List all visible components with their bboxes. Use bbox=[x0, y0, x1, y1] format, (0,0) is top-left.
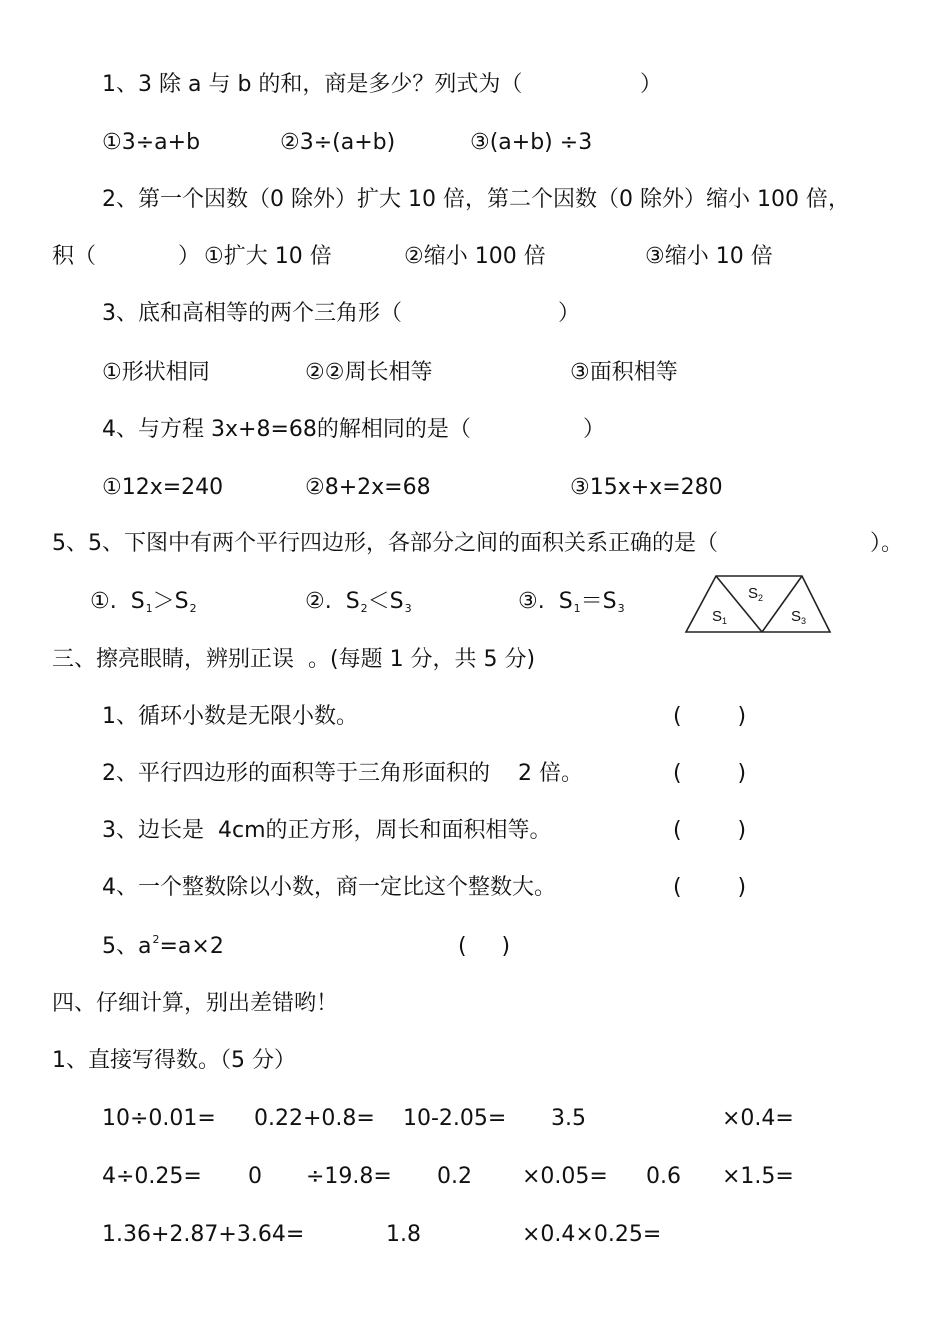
q2-stem: 2、第一个因数（0 除外）扩大 10 倍，第二个因数（0 除外）缩小 100 倍， bbox=[102, 187, 850, 212]
section4-sub1: 1、直接写得数。（5 分） bbox=[52, 1048, 296, 1073]
q5-option-1: ①. S1＞S2 bbox=[90, 589, 197, 615]
judge-paren-1[interactable]: ( ) bbox=[673, 704, 747, 729]
q5-option-2: ②. S2＜S3 bbox=[305, 589, 412, 615]
judge-item-4: 4、一个整数除以小数，商一定比这个整数大。 bbox=[102, 875, 556, 900]
q2-option-3: ③缩小 10 倍 bbox=[645, 244, 773, 269]
parallelogram-figure bbox=[684, 574, 834, 636]
q5-stem: 5、5、下图中有两个平行四边形，各部分之间的面积关系正确的是（ bbox=[52, 531, 718, 556]
label-s3: $S_3$ bbox=[791, 608, 807, 626]
q2-option-2: ②缩小 100 倍 bbox=[404, 244, 546, 269]
q1-option-3: ③(a+b) ÷3 bbox=[470, 130, 593, 155]
q4-option-2: ②8+2x=68 bbox=[305, 475, 431, 500]
q5-close: ）。 bbox=[870, 531, 904, 556]
q2-option-1: ①扩大 10 倍 bbox=[204, 244, 332, 269]
calc-r3-2: 1.8 bbox=[386, 1222, 421, 1247]
q3-option-3: ③面积相等 bbox=[570, 360, 678, 385]
calc-r2-1: 4÷0.25= bbox=[102, 1164, 202, 1189]
q1-option-1: ①3÷a+b bbox=[102, 130, 201, 155]
calc-r3-3: ×0.4×0.25= bbox=[522, 1222, 662, 1247]
judge-paren-2[interactable]: ( ) bbox=[673, 761, 747, 786]
calc-r3-1: 1.36+2.87+3.64= bbox=[102, 1222, 305, 1247]
q3-close: ） bbox=[558, 301, 581, 326]
q1-option-2: ②3÷(a+b) bbox=[280, 130, 396, 155]
calc-r2-5: ×0.05= bbox=[522, 1164, 608, 1189]
judge-item-5: 5、$a^2=a\times 2$ bbox=[102, 933, 224, 959]
judge-item-2: 2、平行四边形的面积等于三角形面积的 2 倍。 bbox=[102, 761, 583, 786]
judge-item-1: 1、循环小数是无限小数。 bbox=[102, 704, 358, 729]
q1-close: ） bbox=[640, 72, 663, 97]
q4-close: ） bbox=[583, 417, 606, 442]
q3-stem: 3、底和高相等的两个三角形（ bbox=[102, 301, 402, 326]
q3-option-2: ②②周长相等 bbox=[305, 360, 433, 385]
q5-option-3: ③. S1＝S3 bbox=[518, 589, 625, 615]
q2-stem-cont: 积（ bbox=[52, 244, 97, 269]
judge-paren-5[interactable]: ( ) bbox=[458, 934, 511, 959]
calc-r1-2: 0.22+0.8= bbox=[254, 1106, 375, 1131]
calc-r1-4: 3.5 bbox=[551, 1106, 586, 1131]
judge-item-3: 3、边长是 4cm的正方形，周长和面积相等。 bbox=[102, 818, 552, 843]
q4-option-3: ③15x+x=280 bbox=[570, 475, 723, 500]
q4-option-1: ①12x=240 bbox=[102, 475, 224, 500]
calc-r2-3: ÷19.8= bbox=[306, 1164, 392, 1189]
calc-r1-3: 10-2.05= bbox=[403, 1106, 507, 1131]
calc-r2-6: 0.6 bbox=[646, 1164, 681, 1189]
judge-paren-4[interactable]: ( ) bbox=[673, 875, 747, 900]
q2-close: ） bbox=[178, 244, 201, 269]
calc-r2-2: 0 bbox=[248, 1164, 262, 1189]
label-s1: $S_1$ bbox=[712, 608, 728, 626]
section4-title: 四、仔细计算，别出差错哟！ bbox=[52, 991, 339, 1016]
calc-r2-7: ×1.5= bbox=[722, 1164, 794, 1189]
calc-r1-5: ×0.4= bbox=[722, 1106, 794, 1131]
label-s2: $S_2$ bbox=[748, 585, 764, 603]
q1-stem: 1、3 除 a 与 b 的和，商是多少？列式为（ bbox=[102, 72, 523, 97]
q4-stem: 4、与方程 3x+8=68的解相同的是（ bbox=[102, 417, 471, 442]
section3-title: 三、擦亮眼睛，辨别正误 。(每题 1 分，共 5 分) bbox=[52, 647, 536, 672]
calc-r2-4: 0.2 bbox=[437, 1164, 472, 1189]
judge-paren-3[interactable]: ( ) bbox=[673, 818, 747, 843]
q3-option-1: ①形状相同 bbox=[102, 360, 210, 385]
calc-r1-1: 10÷0.01= bbox=[102, 1106, 216, 1131]
